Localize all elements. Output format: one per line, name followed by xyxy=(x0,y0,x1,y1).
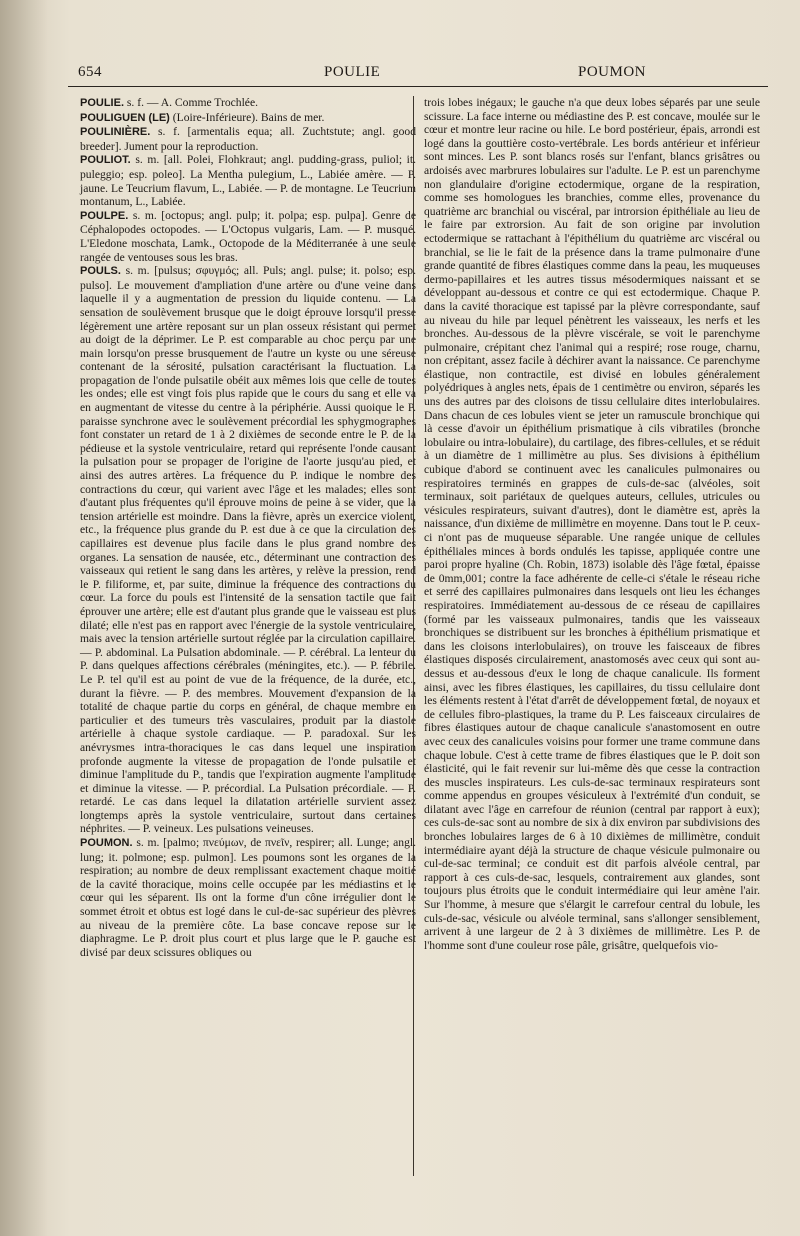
entry-text: s. m. [pulsus; σφυγμός; all. Puls; angl. pulse; it. polso; esp. pulso]. Le mouvement d'ampliation d'une artère ou d'une veine dans laquelle il y a augmentation de pression du liquide contenu. — La sensation de soulèvement brusque que le doigt éprouve lorsqu'il presse légèrement une artère reposant sur un plan osseux résistant qui permet au doigt de la déprimer. Le P. est comparable au choc perçu par une main lorsqu'on presse brusquement de l'autre un kyste ou une séreuse contenant de la sérosité, pulsation caractérisant la fluctuation. La propagation de l'onde pulsatile obéit aux mêmes lois que celle de toutes les ondes; elle est vingt fois plus rapide que le cours du sang et elle va en augmentant de vitesse du centre à la périphérie. Aussi quoique le P. paraisse synchrone avec le soulèvement précordial les sphygmographes font constater un retard de 1 à 2 dixièmes de seconde entre le P. de la pédieuse et la systole ventriculaire, retard qui représente l'onde causant la pulsation pour se propager de l'origine de l'aorte jusqu'au pied, et ainsi des autres artères. La fréquence du P. indique le nombre des contractions du cœur, qui varient avec l'âge et les malades; elles sont d'autant plus fréquentes qu'il éprouve moins de peine à se vider, que la tension artérielle est moindre. Dans la fièvre, après un exercice violent, etc., la fréquence plus grande du P. est due à ce que la circulation des capillaires est devenue plus facile dans le plus grand nombre des organes. La sensation de nausée, etc., déterminant une contraction des vaisseaux qui retient le sang dans les artères, y relève la pression, rend le P. filiforme, et, par suite, diminue la fréquence des contractions du cœur. La force du pouls est l'intensité de la sensation tactile que fait éprouver une artère; elle est d'autant plus grande que le vaisseau est plus dilaté; elle n'est pas en rapport avec l'énergie de la systole ventriculaire, mais avec la tension artérielle surtout réglée par la circulation capillaire. — P. abdominal. La Pulsation abdominale. — P. cérébral. La lenteur du P. dans quelques affections cérébrales (méningites, etc.). — P. fébrile. Le P. tel qu'il est au point de vue de la fréquence, de la durée, etc., durant la fièvre. — P. des membres. Mouvement d'expansion de la totalité de chaque partie du corps en général, de chaque membre en particulier et des tumeurs très vasculaires, produit par la diastole artérielle à chaque systole cardiaque. — P. paradoxal. Sur les anévrysmes intra-thoraciques le cas dans lequel une inspiration profonde augmente la vitesse de propagation de l'onde pulsatile et diminue l'amplitude du P., tandis que l'expiration augmente l'amplitude et diminue la vitesse. — P. précordial. La Pulsation précordiale. — P. retardé. Le cas dans lequel la dilatation artérielle survient assez longtemps après la systole ventriculaire, surtout dans certaines néphrites. — P. veineux. Les pulsations veineuses. xyxy=(80,264,417,836)
entry-text: s. f. [armentalis equa; all. Zuchtstute; angl. good breeder]. Jument pour la reproduction. xyxy=(80,125,416,153)
entry-text: s. f. — A. Comme Trochlée. xyxy=(126,96,258,109)
entry-text: s. m. [all. Polei, Flohkraut; angl. pudding-grass, puliol; it. puleggio; esp. poleo]. La Mentha pulegium, L., Labiée amère. — P. jaune. Le Teucrium flavum, L., Labiée. — P. de montagne. Le Teucrium montanum, L., Labiée. xyxy=(80,153,416,209)
entry xyxy=(80,209,416,264)
entry-headword: POULPE. xyxy=(80,209,129,222)
entry-headword: POUMON. xyxy=(80,837,133,850)
entry xyxy=(80,125,416,153)
header-left-word: POULIE xyxy=(324,64,381,80)
entry-text: s. m. [palmo; πνεύμων, de πνεῖν, respirer; all. Lunge; angl. lung; it. polmone; esp. pulmon]. Les poumons sont les organes de la respiration; au nombre de deux remplissant exactement chaque moitié de la cavité thoracique, moins celle occupée par les médiastins et le cœur qui les séparent. Ils ont la forme d'un cône irrégulier dont le sommet étroit et obtus est logé dans le cul-de-sac supérieur des plèvres au niveau de la première côte. La base concave repose sur le diaphragme. Le P. droit plus court et plus large que le P. gauche est divisé par deux scissures obliques ou xyxy=(80,836,416,959)
entry-headword: POULS. xyxy=(80,265,121,278)
entry-text: (Loire-Inférieure). Bains de mer. xyxy=(172,110,325,124)
column-divider xyxy=(413,96,414,1176)
entry xyxy=(80,111,416,126)
entry-text: trois lobes inégaux; le gauche n'a que deux lobes séparés par une seule scissure. La face interne ou médiastine des P. est concave, moulée sur le cœur et montre leur racine ou hile. Le bord postérieur, épais, arrondi est logé dans la gouttière costo-vertébrale. Les bords antérieur et inférieur sont minces. Les P. sont blancs rosés sur l'enfant, blancs grisâtres ou ardoisés avec marbrures lobulaires sur l'adulte. Le P. est un parenchyme non glandulaire d'origine ectodermique, organe de la respiration, comme ses homologues les branchies, comme elles, provenance du quatrième arc branchial ou viscéral, par introrsion épithéliale au lieu de le faire par extrorsion. Au fait de son origine par involution ectodermique se rattachant à l'épithélium du quatrième arc viscéral ou branchial, se lie le fait de la présence dans la trame pulmonaire d'une grande quantité de fibres élastiques comme dans la peau, les muqueuses dermo-papillaires et les autres tissus mésodermiques naissant et se développant au-dessous et contre ce qui est ectodermique. Chaque P. dans la cavité thoracique est tapissé par la plèvre correspondante, sauf au niveau du hile par lequel pénètrent les vaisseaux, les nerfs et les bronches. Au-dessous de la plèvre viscérale, se voit le parenchyme pulmonaire, crépitant chez l'animal qui a respiré; rose rouge, charnu, non crépitant, assez facile à déchirer avant la naissance. Ce parenchyme élastique, non contractile, est divisé en lobules généralement polyédriques à angles nets, épais de 1 centimètre ou environ, séparés les uns des autres par des cloisons de tissu cellulaire dites interlobulaires. Dans chacun de ces lobules vient se jeter un ramuscule bronchique qui là cesse d'avoir un épithélium prismatique à cils vibratiles (bronche lobulaire ou intra-lobulaire), du cartilage, des fibres-cellules, et se réduit à un diamètre de 1 millimètre au plus. Ses divisions à épithélium cubique d'abord se continuent avec les canalicules pulmonaires ou respiratoires terminés en grappes de culs-de-sac (alvéoles, soit terminaux, soit pariétaux de quelques auteurs, cellules, utricules ou vésicules respirateurs, suivant d'autres), dont le diamètre est, après la naissance, d'un dixième de millimètre en moyenne. Dans tout le P. ceux-ci n'ont pas de muqueuse séparable. Une rangée unique de cellules épithéliales minces à bords ondulés les tapisse, appliquée contre une paroi propre hyaline (Ch. Robin, 1873) isolable dès l'âge fœtal, épaisse de 0mm,001; contre la face adhérente de celle-ci s'étale le réseau riche et serré des capillaires pulmonaires dans lesquels ont lieu les échanges respiratoires. Immédiatement au-dessous de ce réseau de capillaires (formé par les vaisseaux pulmonaires, tandis que les vaisseaux bronchiques se distribuent sur les bronches à épithélium prismatique et dans les cloisons interlobulaires), on trouve les faisceaux de fibres élastiques disposés circulairement, anastomosés avec ceux qui sont au-dessus et au-dessous d'eux le long de chaque canalicule. Ils forment ainsi, avec les fibres élastiques, les capillaires, du tissu cellulaire dont les éléments restent à l'état d'arrêt de développement fœtal, de noyaux et de cellules fibro-plastiques, la trame du P. Les faisceaux circulaires de fibres élastiques autour de chaque canalicule s'anastomosent en outre avec ceux des canalicules voisins pour former une trame commune dans chaque lobule. C'est à cette trame de fibres élastiques que le P. doit son élasticité, qui le fait revenir sur lui-même dès que cesse la contraction des muscles inspirateurs. Les culs-de-sac terminaux respirateurs sont comme appendus en groupes vésiculeux à l'extrémité d'un conduit, se dilatant avec l'âge en carrefour de réunion (central par rapport à eux); ces culs-de-sac sont au nombre de six à dix environ par subdivisions des bronches lobulaires larges de 6 à 10 dixièmes de millimètre, conduit intermédiaire ayant déjà la structure de chaque vésicule pulmonaire ou cul-de-sac terminal; ce conduit est dit parfois alvéole central, par rapport à ces culs-de-sac, lesquels, contrairement aux glandes, sont toujours plus étroits que le conduit intermédiaire qui leur amène l'air. Sur l'homme, à mesure que s'élargit le carrefour central du lobule, les culs-de-sac, vésicule ou alvéole terminal, sans s'allonger sensiblement, arrivent à une largeur de 2 à 3 dixièmes de millimètre. Les P. de l'homme sont d'une couleur rose pâle, grisâtre, quelquefois vio- xyxy=(424,96,760,952)
entry xyxy=(80,96,416,111)
entry xyxy=(80,264,416,836)
entry-headword: POULIOT. xyxy=(80,154,131,167)
header-right-word: POUMON xyxy=(578,64,647,80)
entry-continuation xyxy=(424,96,760,952)
entry-headword: POULINIÈRE. xyxy=(80,126,151,139)
left-column xyxy=(80,96,416,959)
entry-headword: POULIE. xyxy=(80,97,125,109)
entry-text: s. m. [octopus; angl. pulp; it. polpa; esp. pulpa]. Genre de Céphalopodes octopodes. — L'Octopus vulgaris, Lam. — P. musqué. L'Eledone moschata, Lamk., Octopode de la Méditerranée à une seule rangée de ventouses sous les bras. xyxy=(80,208,416,264)
right-column xyxy=(424,96,760,952)
entry-headword: POULIGUEN (LE) xyxy=(80,111,170,124)
entry xyxy=(80,836,416,959)
binding-shadow xyxy=(0,0,48,1236)
running-header xyxy=(68,60,768,87)
page-number: 654 xyxy=(78,64,102,80)
entry xyxy=(80,153,416,208)
